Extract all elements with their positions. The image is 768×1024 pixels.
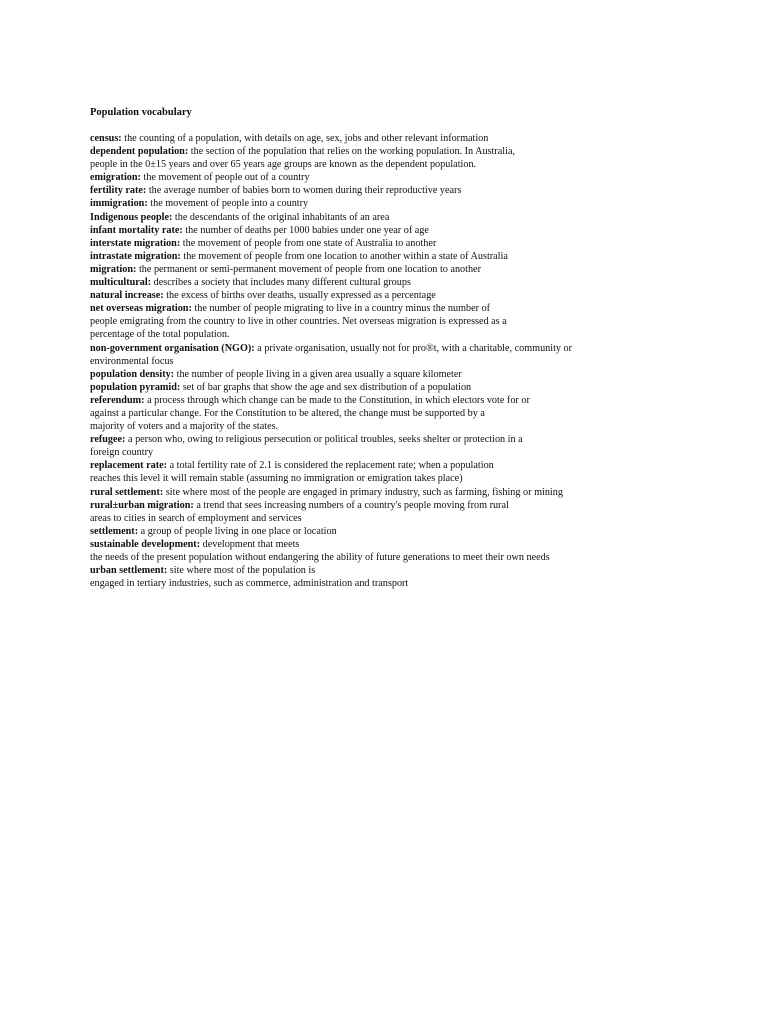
glossary-term: Indigenous people: <box>90 211 173 223</box>
glossary-entry <box>90 237 650 250</box>
glossary-line <box>90 512 650 525</box>
glossary-line <box>90 237 650 250</box>
glossary-term: interstate migration: <box>90 237 181 249</box>
glossary-line <box>90 525 650 538</box>
glossary-line <box>90 472 650 485</box>
glossary-definition: reaches this level it will remain stable (assuming no immigration or emigration takes place) <box>90 473 463 485</box>
glossary-definition: site where most of the population is <box>167 565 316 577</box>
glossary-definition: the counting of a population, with details on age, sex, jobs and other relevant information <box>121 133 489 144</box>
glossary-term: net overseas migration: <box>90 303 192 315</box>
glossary-entry <box>90 342 650 368</box>
glossary-line <box>90 368 650 381</box>
glossary-definition: a total fertility rate of 2.1 is considered the replacement rate; when a population <box>167 460 494 472</box>
glossary-line <box>90 486 650 499</box>
glossary-entry <box>90 289 650 302</box>
glossary-definition: the movement of people out of a country <box>140 172 310 184</box>
glossary-line <box>90 302 650 315</box>
glossary-definition: a trend that sees increasing numbers of a country's people moving from rural <box>193 499 509 511</box>
glossary-definition: the number of people living in a given area usually a square kilometer <box>174 368 462 380</box>
glossary-definition: percentage of the total population. <box>90 329 230 341</box>
glossary-term: dependent population: <box>90 146 189 158</box>
glossary-term: population pyramid: <box>90 381 181 393</box>
glossary-term: sustainable development: <box>90 538 201 550</box>
glossary-line <box>90 459 650 472</box>
glossary-definition: a process through which change can be made to the Constitution, in which electors vote for or <box>144 394 530 406</box>
glossary-term: rural±urban migration: <box>90 499 194 511</box>
glossary-entry <box>90 564 650 590</box>
glossary-line <box>90 355 650 368</box>
glossary-definition: majority of voters and a majority of the states. <box>90 421 279 433</box>
glossary-definition: a group of people living in one place or location <box>138 525 337 537</box>
glossary-definition: a private organisation, usually not for pro®t, with a charitable, community or <box>254 342 573 354</box>
glossary-definition: the needs of the present population without endangering the ability of future generations to meet their own needs <box>90 552 550 563</box>
glossary-definition: engaged in tertiary industries, such as commerce, administration and transport <box>90 578 409 590</box>
glossary-definition: describes a society that includes many different cultural groups <box>151 277 411 289</box>
glossary-list <box>90 132 650 590</box>
glossary-term: settlement: <box>90 525 139 537</box>
glossary-line <box>90 315 650 328</box>
glossary-line <box>90 224 650 237</box>
glossary-line <box>90 289 650 302</box>
glossary-definition: the section of the population that relies on the working population. In Australia, <box>188 146 516 158</box>
glossary-entry <box>90 250 650 263</box>
glossary-term: urban settlement: <box>90 565 168 577</box>
glossary-line <box>90 551 650 564</box>
glossary-entry <box>90 224 650 237</box>
glossary-line <box>90 132 650 145</box>
glossary-term: emigration: <box>90 172 141 184</box>
glossary-line <box>90 184 650 197</box>
glossary-definition: against a particular change. For the Constitution to be altered, the change must be supported by a <box>90 407 485 419</box>
glossary-entry <box>90 276 650 289</box>
glossary-entry <box>90 171 650 184</box>
glossary-term: multicultural: <box>90 277 152 289</box>
glossary-line <box>90 538 650 551</box>
glossary-definition: areas to cities in search of employment and services <box>90 512 302 524</box>
glossary-definition: people in the 0±15 years and over 65 years age groups are known as the dependent population. <box>90 159 477 171</box>
glossary-definition: the descendants of the original inhabitants of an area <box>172 211 390 223</box>
glossary-definition: the permanent or semi-permanent movement of people from one location to another <box>136 263 481 275</box>
glossary-entry <box>90 302 650 341</box>
glossary-line <box>90 499 650 512</box>
glossary-term: population density: <box>90 368 175 380</box>
glossary-entry <box>90 459 650 485</box>
glossary-line <box>90 171 650 184</box>
glossary-term: infant mortality rate: <box>90 224 183 236</box>
glossary-line <box>90 342 650 355</box>
glossary-entry <box>90 433 650 459</box>
glossary-definition: development that meets <box>200 538 300 550</box>
glossary-entry <box>90 538 650 564</box>
glossary-entry <box>90 197 650 210</box>
glossary-line <box>90 420 650 433</box>
glossary-entry <box>90 525 650 538</box>
glossary-line <box>90 145 650 158</box>
glossary-definition: site where most of the people are engaged in primary industry, such as farming, fishing or mining <box>163 486 563 498</box>
glossary-definition: foreign country <box>90 447 154 459</box>
glossary-line <box>90 381 650 394</box>
glossary-definition: people emigrating from the country to live in other countries. Net overseas migration is expressed as a <box>90 316 507 328</box>
glossary-entry <box>90 381 650 394</box>
glossary-line <box>90 446 650 459</box>
glossary-line <box>90 564 650 577</box>
glossary-term: non-government organisation (NGO): <box>90 342 255 354</box>
glossary-definition: the excess of births over deaths, usually expressed as a percentage <box>163 290 436 302</box>
glossary-entry <box>90 184 650 197</box>
document-page <box>90 106 650 590</box>
glossary-entry <box>90 499 650 525</box>
glossary-line <box>90 328 650 341</box>
glossary-term: refugee: <box>90 434 126 446</box>
glossary-entry <box>90 368 650 381</box>
glossary-definition: environmental focus <box>90 355 174 367</box>
document-title: Population vocabulary <box>90 107 192 118</box>
glossary-definition: set of bar graphs that show the age and sex distribution of a population <box>180 381 472 393</box>
glossary-definition: a person who, owing to religious persecution or political troubles, seeks shelter or protection in a <box>125 434 523 446</box>
glossary-term: rural settlement: <box>90 486 164 498</box>
glossary-line <box>90 394 650 407</box>
glossary-line <box>90 407 650 420</box>
glossary-definition: the number of deaths per 1000 babies under one year of age <box>182 224 429 236</box>
glossary-entry <box>90 132 650 145</box>
glossary-line <box>90 158 650 171</box>
glossary-entry <box>90 211 650 224</box>
glossary-term: referendum: <box>90 394 145 406</box>
glossary-line <box>90 263 650 276</box>
glossary-line <box>90 577 650 590</box>
glossary-entry <box>90 394 650 433</box>
glossary-term: census: <box>90 133 122 144</box>
glossary-term: migration: <box>90 263 137 275</box>
glossary-line <box>90 197 650 210</box>
glossary-definition: the movement of people into a country <box>147 198 309 210</box>
glossary-entry <box>90 145 650 171</box>
glossary-entry <box>90 263 650 276</box>
glossary-line <box>90 211 650 224</box>
glossary-line <box>90 433 650 446</box>
glossary-term: intrastate migration: <box>90 250 181 262</box>
glossary-term: immigration: <box>90 198 148 210</box>
glossary-definition: the number of people migrating to live in a country minus the number of <box>191 303 491 315</box>
glossary-entry <box>90 486 650 499</box>
glossary-term: natural increase: <box>90 290 164 302</box>
glossary-definition: the movement of people from one location to another within a state of Australia <box>180 250 508 262</box>
glossary-line <box>90 276 650 289</box>
glossary-term: fertility rate: <box>90 185 147 197</box>
glossary-term: replacement rate: <box>90 460 168 472</box>
glossary-definition: the movement of people from one state of Australia to another <box>180 237 437 249</box>
glossary-definition: the average number of babies born to women during their reproductive years <box>146 185 462 197</box>
glossary-line <box>90 250 650 263</box>
